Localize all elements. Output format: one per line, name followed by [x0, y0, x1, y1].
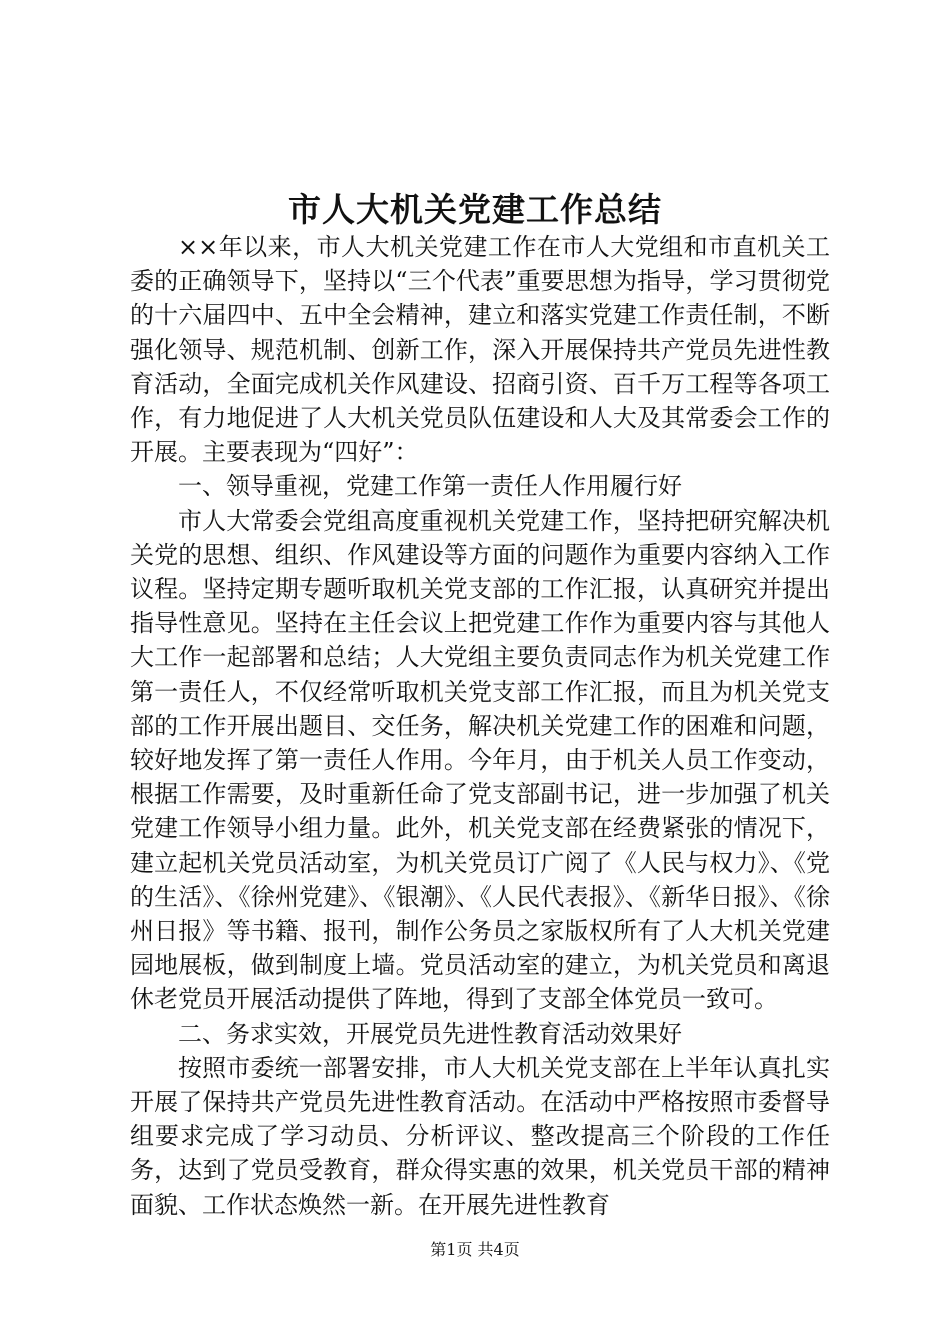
- page-number-footer: 第1页 共4页: [430, 1240, 520, 1259]
- section-heading-2: 二、务求实效，开展党员先进性教育活动效果好: [178, 1019, 682, 1048]
- document-title: 市人大机关党建工作总结: [288, 190, 662, 229]
- paragraph-section-1: 市人大常委会党组高度重视机关党建工作，坚持把研究解决机关党的思想、组织、作风建设等方面的问题作为重要内容纳入工作议程。坚持定期专题听取机关党支部的工作汇报，认真研究并提出指导性意见。坚持在主任会议上把党建工作作为重要内容与其他人大工作一起部署和总结；人大党组主要负责同志作为机关党建工作第一责任人，不仅经常听取机关党支部工作汇报，而且为机关党支部的工作开展出题目、交任务，解决机关党建工作的困难和问题，较好地发挥了第一责任人作用。今年月，由于机关人员工作变动，根据工作需要，及时重新任命了党支部副书记，进一步加强了机关党建工作领导小组力量。此外，机关党支部在经费紧张的情况下，建立起机关党员活动室，为机关党员订广阅了《人民与权力》、《党的生活》、《徐州党建》、《银潮》、《人民代表报》、《新华日报》、《徐州日报》等书籍、报刊，制作公务员之家版权所有了人大机关党建园地展板，做到制度上墙。党员活动室的建立，为机关党员和离退休老党员开展活动提供了阵地，得到了支部全体党员一致可。: [130, 506, 830, 1014]
- section-heading-1: 一、领导重视，党建工作第一责任人作用履行好: [178, 472, 682, 501]
- paragraph-section-2: 按照市委统一部署安排，市人大机关党支部在上半年认真扎实开展了保持共产党员先进性教育活动。在活动中严格按照市委督导组要求完成了学习动员、分析评议、整改提高三个阶段的工作任务，达到了党员受教育，群众得实惠的效果，机关党员干部的精神面貌、工作状态焕然一新。在开展先进性教育: [130, 1053, 830, 1219]
- paragraph-intro: ××年以来，市人大机关党建工作在市人大党组和市直机关工委的正确领导下，坚持以“三个代表”重要思想为指导，学习贯彻党的十六届四中、五中全会精神，建立和落实党建工作责任制，不断强化领导、规范机制、创新工作，深入开展保持共产党员先进性教育活动，全面完成机关作风建设、招商引资、百千万工程等各项工作，有力地促进了人大机关党员队伍建设和人大及其常委会工作的开展。主要表现为“四好”：: [130, 233, 830, 467]
- document-body: [130, 230, 830, 1222]
